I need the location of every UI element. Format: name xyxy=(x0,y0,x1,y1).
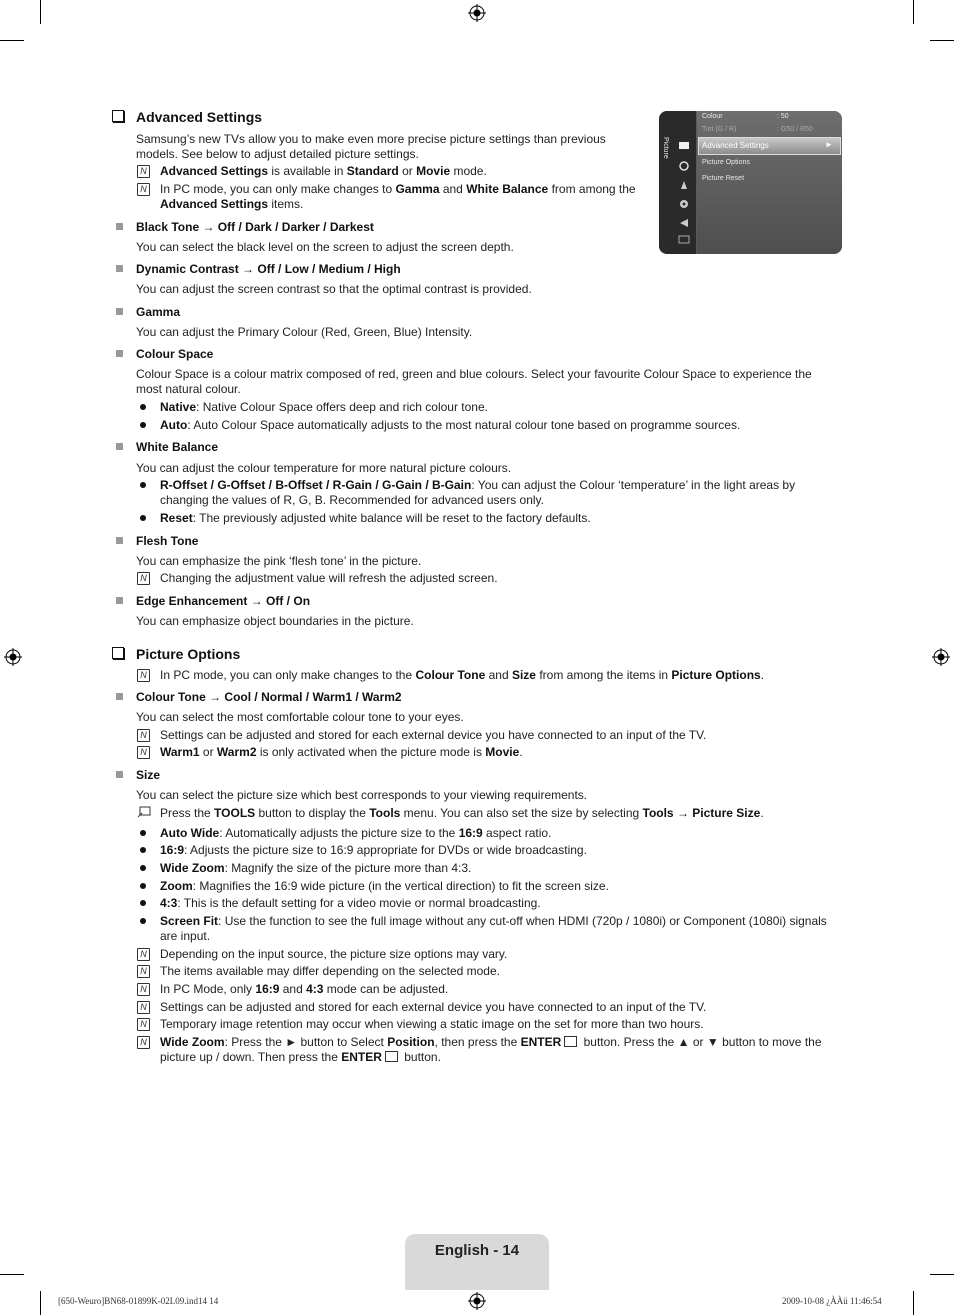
channel-icon xyxy=(678,179,690,191)
bullet-dot-icon xyxy=(140,830,146,836)
checkbox-square-icon xyxy=(112,110,124,122)
note-text: In PC mode, you can only make changes to the Colour Tone and Size from among the items in Picture Options. xyxy=(160,668,765,682)
square-bullet-icon xyxy=(116,308,123,315)
bullet-dot-icon xyxy=(140,404,146,410)
bullet-dot-icon xyxy=(140,422,146,428)
crop-mark xyxy=(40,1291,41,1315)
bullet-text: Native: Native Colour Space offers deep and rich colour tone. xyxy=(160,400,488,414)
registration-mark-icon xyxy=(468,4,486,22)
item-text: You can select the picture size which best corresponds to your viewing requirements. xyxy=(136,788,588,802)
bullet-text: Reset: The previously adjusted white balance will be reset to the factory defaults. xyxy=(160,511,591,525)
note-text: In PC Mode, only 16:9 and 4:3 mode can be adjusted. xyxy=(160,982,449,996)
item-text: You can adjust the screen contrast so that the optimal contrast is provided. xyxy=(136,282,532,296)
crop-mark xyxy=(930,40,954,41)
item-heading: Flesh Tone xyxy=(136,534,199,548)
square-bullet-icon xyxy=(116,693,123,700)
tools-text: Press the TOOLS button to display the Tools menu. You can also set the size by selecting Tools → Picture Size. xyxy=(160,806,764,820)
osd-menu-item[interactable]: Picture Options xyxy=(702,159,750,166)
note-text: Settings can be adjusted and stored for each external device you have connected to an input of the TV. xyxy=(160,1000,707,1014)
bullet-text: 4:3: This is the default setting for a video movie or normal broadcasting. xyxy=(160,896,541,910)
note-text: Warm1 or Warm2 is only activated when the picture mode is Movie. xyxy=(160,745,523,759)
note-icon: N xyxy=(137,183,150,196)
enter-icon xyxy=(564,1036,577,1047)
section-title-advanced-settings: Advanced Settings xyxy=(112,109,262,125)
note-text: Changing the adjustment value will refresh the adjusted screen. xyxy=(160,571,498,585)
bullet-dot-icon xyxy=(140,515,146,521)
osd-side-label: Picture xyxy=(662,137,669,159)
bullet-text: 16:9: Adjusts the picture size to 16:9 appropriate for DVDs or wide broadcasting. xyxy=(160,843,587,857)
setup-gear-icon xyxy=(678,198,690,210)
note-text: Settings can be adjusted and stored for each external device you have connected to an input of the TV. xyxy=(160,728,707,742)
note-icon: N xyxy=(137,1001,150,1014)
crop-mark xyxy=(913,0,914,24)
bullet-dot-icon xyxy=(140,847,146,853)
osd-menu-item[interactable]: Picture Reset xyxy=(702,175,745,182)
item-text: You can select the most comfortable colour tone to your eyes. xyxy=(136,710,464,724)
square-bullet-icon xyxy=(116,265,123,272)
item-heading: Dynamic Contrast → Off / Low / Medium / High xyxy=(136,262,401,276)
item-text: You can emphasize the pink ‘flesh tone’ in the picture. xyxy=(136,554,422,568)
note-icon: N xyxy=(137,572,150,585)
osd-row-value: : 50 xyxy=(777,113,789,120)
note-icon: N xyxy=(137,965,150,978)
square-bullet-icon xyxy=(116,350,123,357)
registration-mark-icon xyxy=(932,648,950,666)
item-text: You can select the black level on the screen to adjust the screen depth. xyxy=(136,240,514,254)
item-text: Colour Space is a colour matrix composed of red, green and blue colours. Select your favourite Colour Space to experience the most natural colour. xyxy=(136,367,812,396)
crop-mark xyxy=(913,1291,914,1315)
item-heading: Edge Enhancement → Off / On xyxy=(136,594,311,608)
bullet-text: Auto Wide: Automatically adjusts the picture size to the 16:9 aspect ratio. xyxy=(160,826,552,840)
item-text: You can adjust the Primary Colour (Red, Green, Blue) Intensity. xyxy=(136,325,473,339)
note-text: Depending on the input source, the picture size options may vary. xyxy=(160,947,508,961)
note-text: In PC mode, you can only make changes to Gamma and White Balance from among the Advanced Settings items. xyxy=(160,182,636,211)
crop-mark xyxy=(40,0,41,24)
bullet-text: Zoom: Magnifies the 16:9 wide picture (in the vertical direction) to fit the screen size. xyxy=(160,879,609,893)
square-bullet-icon xyxy=(116,597,123,604)
section-title-picture-options: Picture Options xyxy=(112,646,240,662)
osd-row-label: Tint (G / R) xyxy=(702,126,737,133)
print-slug-right: 2009-10-08 ¿ÀÀü 11:46:54 xyxy=(782,1296,882,1306)
note-text: Temporary image retention may occur when viewing a static image on the set for more than two hours. xyxy=(160,1017,704,1031)
osd-row-value: : G50 / R50 xyxy=(777,126,813,133)
bullet-dot-icon xyxy=(140,865,146,871)
square-bullet-icon xyxy=(116,537,123,544)
item-heading: Gamma xyxy=(136,305,181,319)
registration-mark-icon xyxy=(4,648,22,666)
note-text: Advanced Settings is available in Standard or Movie mode. xyxy=(160,164,487,178)
bullet-dot-icon xyxy=(140,918,146,924)
note-icon: N xyxy=(137,165,150,178)
note-icon: N xyxy=(137,1018,150,1031)
note-icon: N xyxy=(137,1036,150,1049)
osd-selected-label: Advanced Settings xyxy=(702,141,769,150)
registration-mark-icon xyxy=(468,1292,486,1310)
bullet-text: Wide Zoom: Magnify the size of the picture more than 4:3. xyxy=(160,861,472,875)
bullet-text: Screen Fit: Use the function to see the full image without any cut-off when HDMI (720p / 1080i) or Component (1080i) signals are input. xyxy=(160,914,827,943)
osd-sidebar xyxy=(659,111,696,254)
enter-icon xyxy=(385,1051,398,1062)
bullet-text: Auto: Auto Colour Space automatically adjusts to the most natural colour tone based on programme sources. xyxy=(160,418,741,432)
note-text: Wide Zoom: Press the ► button to Select Position, then press the ENTER button. Press the ▲ or ▼ button to move the picture up / down. Then press the ENTER button. xyxy=(160,1035,822,1064)
crop-mark xyxy=(0,1274,24,1275)
item-heading: Size xyxy=(136,768,161,782)
item-text: You can emphasize object boundaries in the picture. xyxy=(136,614,414,628)
tools-icon xyxy=(137,806,151,818)
input-icon xyxy=(678,217,690,229)
bullet-dot-icon xyxy=(140,883,146,889)
intro-text: Samsung’s new TVs allow you to make even more precise picture settings than previous models. See below to adjust detailed picture settings. xyxy=(136,132,606,161)
print-slug-left: [650-Weuro]BN68-01899K-02L09.ind14 14 xyxy=(58,1296,219,1306)
page-number: English - 14 xyxy=(434,1242,520,1259)
square-bullet-icon xyxy=(116,443,123,450)
checkbox-square-icon xyxy=(112,647,124,659)
bullet-dot-icon xyxy=(140,482,146,488)
note-icon: N xyxy=(137,669,150,682)
square-bullet-icon xyxy=(116,771,123,778)
note-icon: N xyxy=(137,948,150,961)
bullet-dot-icon xyxy=(140,900,146,906)
item-text: You can adjust the colour temperature for more natural picture colours. xyxy=(136,461,512,475)
picture-icon xyxy=(678,141,690,151)
note-icon: N xyxy=(137,746,150,759)
tv-osd-menu xyxy=(659,111,842,254)
item-heading: Black Tone → Off / Dark / Darker / Darkest xyxy=(136,220,374,234)
crop-mark xyxy=(930,1274,954,1275)
item-heading: White Balance xyxy=(136,440,219,454)
arrow-right-icon: ► xyxy=(825,140,833,149)
osd-row-label: Colour xyxy=(702,113,723,120)
square-bullet-icon xyxy=(116,223,123,230)
note-text: The items available may differ depending on the selected mode. xyxy=(160,964,500,978)
item-heading: Colour Space xyxy=(136,347,214,361)
bullet-text: R-Offset / G-Offset / B-Offset / R-Gain / G-Gain / B-Gain: You can adjust the Colour ‘temperature’ in the light areas by changing the values of R, G, B. Recommended for advanced users only. xyxy=(160,478,796,507)
note-icon: N xyxy=(137,983,150,996)
item-heading: Colour Tone → Cool / Normal / Warm1 / Warm2 xyxy=(136,690,402,704)
crop-mark xyxy=(0,40,24,41)
note-icon: N xyxy=(137,729,150,742)
